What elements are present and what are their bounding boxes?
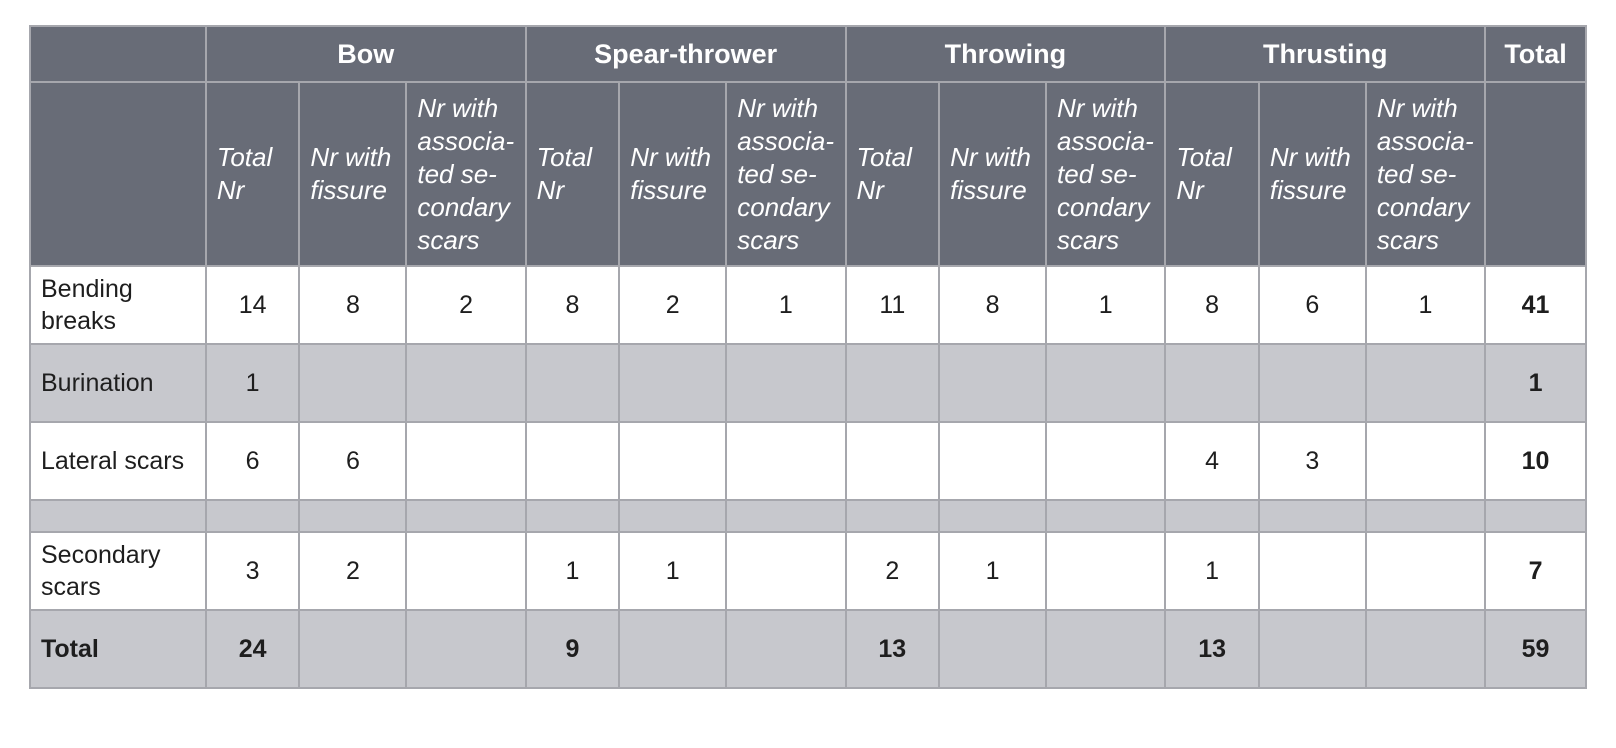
- subheader-line: ted se-: [417, 158, 497, 189]
- subheader-corner-cell: [30, 82, 206, 266]
- subheader-cell: [846, 82, 940, 266]
- table-cell: [619, 610, 726, 688]
- table-cell: [299, 610, 406, 688]
- group-header-bow: Bow: [206, 26, 526, 82]
- table-cell: 2: [299, 532, 406, 610]
- table-cell: [1366, 344, 1485, 422]
- table-cell: 13: [846, 610, 940, 688]
- row-total-cell: 10: [1485, 422, 1586, 500]
- table-cell: 6: [206, 422, 300, 500]
- subheader-cell: [1046, 82, 1165, 266]
- table-cell: 2: [619, 266, 726, 344]
- group-header-spear-thrower: Spear-thrower: [526, 26, 846, 82]
- spacer-cell: [1046, 500, 1165, 532]
- row-total-cell: 41: [1485, 266, 1586, 344]
- table-cell: [726, 344, 845, 422]
- subheader-cell: [299, 82, 406, 266]
- table-cell: 6: [1259, 266, 1366, 344]
- group-header-row: [30, 26, 1586, 82]
- subheader-cell: [406, 82, 525, 266]
- table-cell: [406, 610, 525, 688]
- table-cell: [1046, 532, 1165, 610]
- table-cell: 1: [726, 266, 845, 344]
- subheader-line: scars: [1376, 224, 1439, 255]
- table-row: [30, 266, 1586, 344]
- subheader-line: scars: [417, 224, 480, 255]
- spacer-cell: [1259, 500, 1366, 532]
- subheader-cell: [1366, 82, 1485, 266]
- subheader-line: condary: [417, 191, 510, 222]
- group-header-thrusting: Thrusting: [1165, 26, 1485, 82]
- table-cell: [619, 344, 726, 422]
- table-cell: 8: [526, 266, 620, 344]
- table-cell: [406, 422, 525, 500]
- table-cell: 13: [1165, 610, 1259, 688]
- subheader-line: ted se-: [1376, 158, 1457, 189]
- row-label: [30, 610, 206, 688]
- subheader-line: Nr: [536, 175, 565, 205]
- subheader-cell: [1259, 82, 1366, 266]
- table-cell: [1046, 344, 1165, 422]
- subheader-line: fissure: [630, 175, 707, 205]
- table-cell: [299, 344, 406, 422]
- table-cell: 8: [299, 266, 406, 344]
- row-label: [30, 532, 206, 610]
- row-total-cell: 7: [1485, 532, 1586, 610]
- subheader-line: Total: [216, 142, 273, 172]
- spacer-cell: [846, 500, 940, 532]
- row-label-line: Bending: [41, 275, 133, 303]
- table-body: [30, 266, 1586, 688]
- subheader-line: scars: [1057, 224, 1120, 255]
- spacer-cell: [619, 500, 726, 532]
- subheader-line: fissure: [950, 175, 1027, 205]
- spacer-cell: [1485, 500, 1586, 532]
- row-label: [30, 266, 206, 344]
- subheader-line: Nr: [1176, 175, 1204, 205]
- table-cell: [939, 422, 1046, 500]
- table-cell: 4: [1165, 422, 1259, 500]
- corner-cell: [30, 26, 206, 82]
- table-cell: 8: [939, 266, 1046, 344]
- subheader-cell: [619, 82, 726, 266]
- table-cell: [939, 344, 1046, 422]
- subheader-line: Nr: [856, 175, 884, 205]
- subheader-line: Nr: [216, 175, 245, 205]
- table-cell: 3: [206, 532, 300, 610]
- table-cell: 14: [206, 266, 300, 344]
- subheader-line: ted se-: [737, 158, 817, 189]
- spacer-cell: [1165, 500, 1259, 532]
- table-row: [30, 422, 1586, 500]
- table-cell: 2: [406, 266, 525, 344]
- spacer-cell: [939, 500, 1046, 532]
- table-cell: [526, 422, 620, 500]
- table-cell: [406, 532, 525, 610]
- spacer-cell: [299, 500, 406, 532]
- table-cell: 1: [939, 532, 1046, 610]
- subheader-line: ted se-: [1057, 158, 1137, 189]
- subheader-line: fissure: [1269, 175, 1347, 205]
- subheader-line: Nr with: [1057, 92, 1138, 123]
- subheader-line: associa-: [1376, 125, 1474, 156]
- fracture-table: [29, 25, 1587, 689]
- subheader-line: Total: [536, 142, 593, 172]
- subheader-cell: [726, 82, 845, 266]
- table-cell: 1: [619, 532, 726, 610]
- table-cell: [406, 344, 525, 422]
- table-cell: 1: [206, 344, 300, 422]
- table-cell: [1259, 532, 1366, 610]
- subheader-cell: [526, 82, 620, 266]
- subheader-line: condary: [737, 191, 830, 222]
- subheader-cell: [939, 82, 1046, 266]
- subheader-line: condary: [1057, 191, 1150, 222]
- row-label: [30, 422, 206, 500]
- subheader-line: Nr with: [737, 92, 819, 123]
- table-row: [30, 344, 1586, 422]
- spacer-cell: [1366, 500, 1485, 532]
- table-row: [30, 610, 1586, 688]
- subheader-total-cell: [1485, 82, 1586, 266]
- table-cell: [619, 422, 726, 500]
- table-cell: [726, 422, 845, 500]
- row-label-line: Burination: [41, 369, 154, 397]
- spacer-cell: [30, 500, 206, 532]
- table-cell: [1366, 610, 1485, 688]
- row-label: [30, 344, 206, 422]
- spacer-cell: [206, 500, 300, 532]
- table-cell: 9: [526, 610, 620, 688]
- table-cell: 24: [206, 610, 300, 688]
- table-cell: 11: [846, 266, 940, 344]
- subheader-line: Total: [1176, 142, 1232, 172]
- table-cell: 1: [1165, 532, 1259, 610]
- spacer-row: [30, 500, 1586, 532]
- table-cell: [1046, 610, 1165, 688]
- subheader-line: scars: [737, 224, 800, 255]
- subheader-line: Nr with: [1376, 92, 1458, 123]
- table-cell: [939, 610, 1046, 688]
- row-label-line: Secondary: [41, 541, 161, 569]
- table-cell: 1: [526, 532, 620, 610]
- row-total-cell: 1: [1485, 344, 1586, 422]
- subheader-cell: [206, 82, 300, 266]
- spacer-cell: [406, 500, 525, 532]
- table-cell: [526, 344, 620, 422]
- table-cell: [846, 422, 940, 500]
- table-cell: [726, 610, 845, 688]
- table-cell: 2: [846, 532, 940, 610]
- subheader-line: condary: [1376, 191, 1470, 222]
- group-header-throwing: Throwing: [846, 26, 1166, 82]
- table-cell: [1366, 422, 1485, 500]
- row-total-cell: 59: [1485, 610, 1586, 688]
- subheader-line: Total: [856, 142, 912, 172]
- row-label-line: Lateral scars: [41, 447, 185, 475]
- table-cell: [1259, 610, 1366, 688]
- row-label-line: Total: [41, 635, 99, 663]
- subheader-line: Nr with: [1269, 142, 1351, 172]
- spacer-cell: [526, 500, 620, 532]
- table-cell: [1366, 532, 1485, 610]
- subheader-line: Nr with: [950, 142, 1031, 172]
- row-label-line: breaks: [41, 307, 117, 335]
- table-cell: [726, 532, 845, 610]
- subheader-line: Nr with: [630, 142, 712, 172]
- table-cell: [846, 344, 940, 422]
- subheader-line: associa-: [417, 125, 515, 156]
- subheader-line: Nr with: [417, 92, 499, 123]
- subheader-line: associa-: [737, 125, 835, 156]
- table-cell: 1: [1366, 266, 1485, 344]
- subheader-line: associa-: [1057, 125, 1154, 156]
- table-cell: 6: [299, 422, 406, 500]
- table-row: [30, 532, 1586, 610]
- table-cell: [1259, 344, 1366, 422]
- subheader-line: Nr with: [310, 142, 392, 172]
- table-cell: 8: [1165, 266, 1259, 344]
- subheader-row: [30, 82, 1586, 266]
- row-label-line: scars: [41, 573, 101, 601]
- subheader-line: fissure: [310, 175, 387, 205]
- spacer-cell: [726, 500, 845, 532]
- table-cell: 1: [1046, 266, 1165, 344]
- table-cell: [1165, 344, 1259, 422]
- group-header-total: Total: [1485, 26, 1586, 82]
- table-cell: 3: [1259, 422, 1366, 500]
- subheader-cell: [1165, 82, 1259, 266]
- table-cell: [1046, 422, 1165, 500]
